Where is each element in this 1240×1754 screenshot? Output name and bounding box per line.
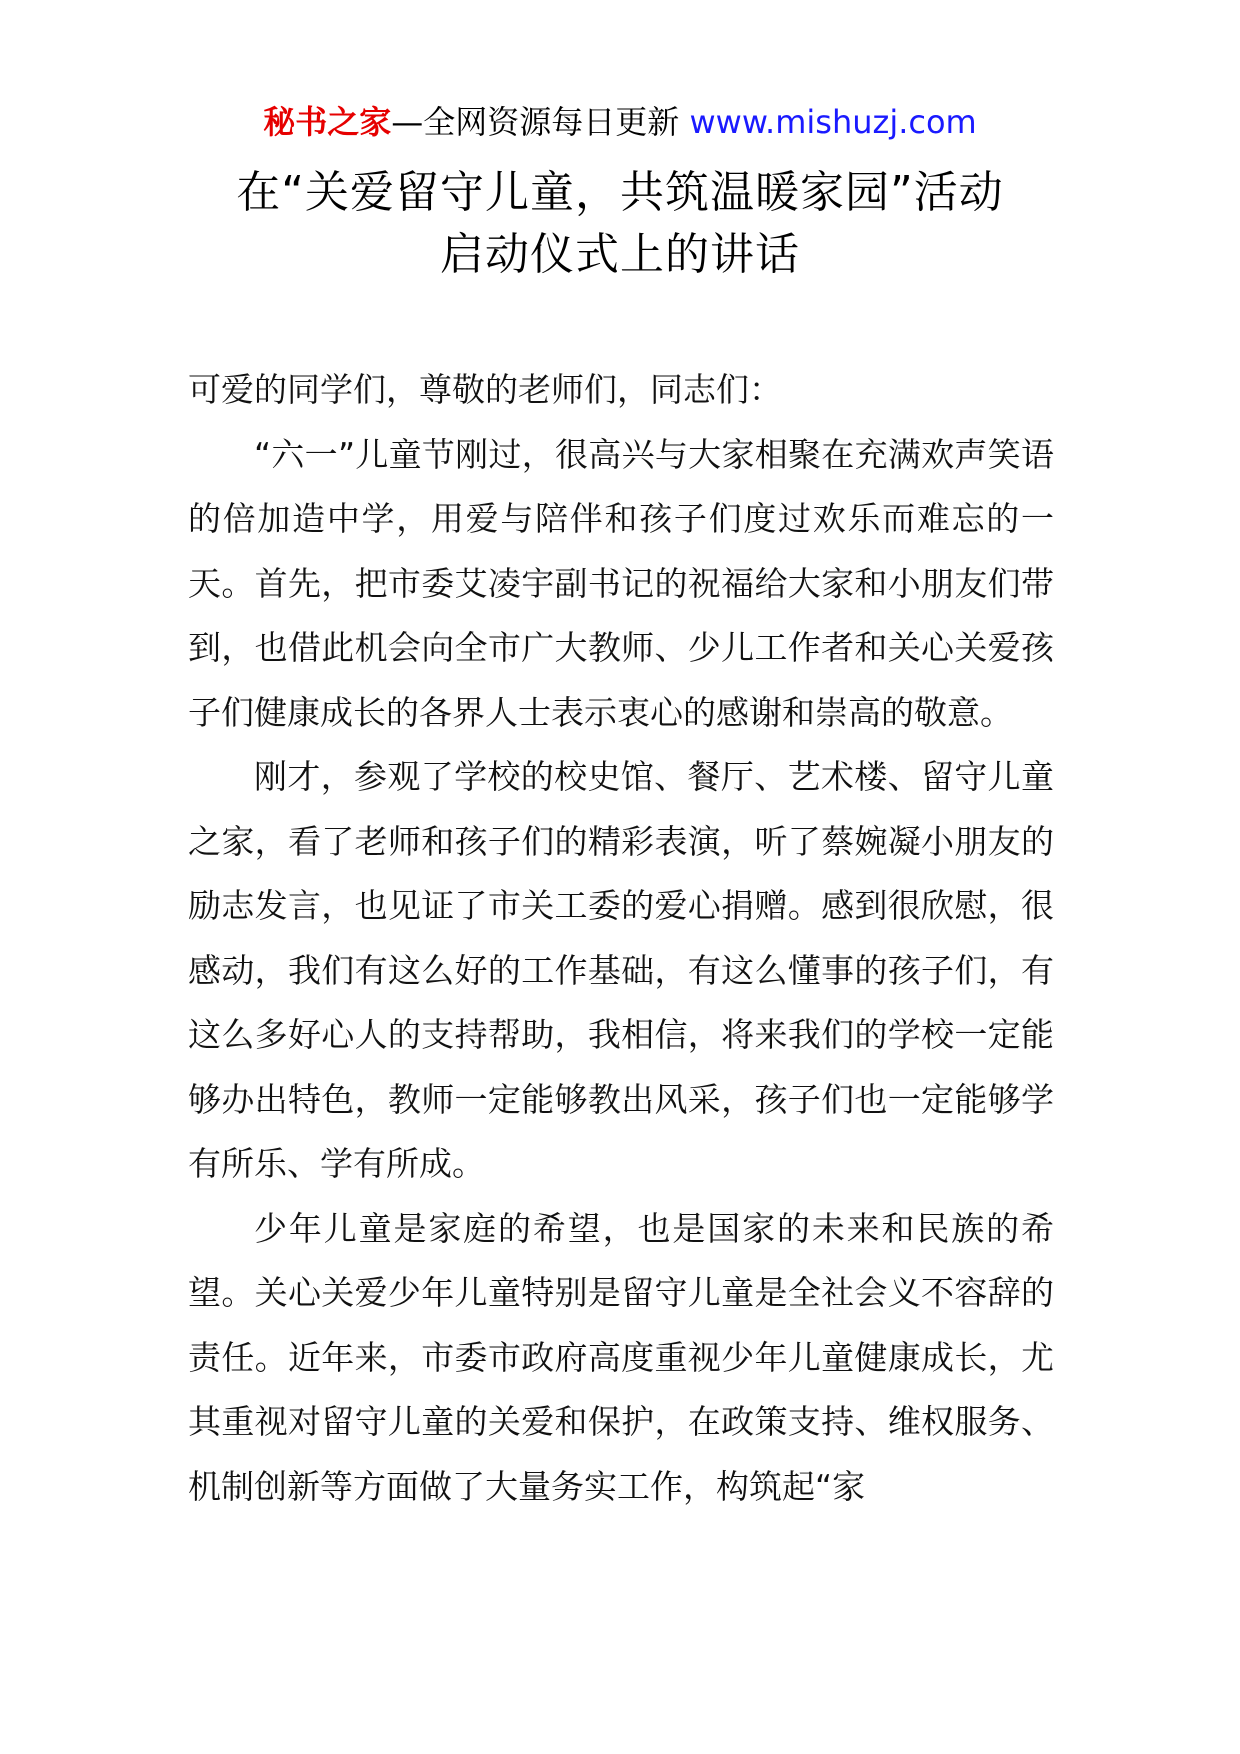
site-url-link[interactable]: www.mishuzj.com: [689, 103, 977, 141]
paragraph: 少年儿童是家庭的希望，也是国家的未来和民族的希望。关心关爱少年儿童特别是留守儿童是全社会义不容辞的责任。近年来，市委市政府高度重视少年儿童健康成长，尤其重视对留守儿童的关爱和保护，在政策支持、维权服务、机制创新等方面做了大量务实工作，构筑起“家: [188, 1208, 1054, 1506]
paragraph: 刚才，参观了学校的校史馆、餐厅、艺术楼、留守儿童之家，看了老师和孩子们的精彩表演，听了蔡婉凝小朋友的励志发言，也见证了市关工委的爱心捐赠。感到很欣慰，很感动，我们有这么好的工作基础，有这么懂事的孩子们，有这么多好心人的支持帮助，我相信，将来我们的学校一定能够办出特色，教师一定能够教出风采，孩子们也一定能够学有所乐、学有所成。: [188, 757, 1054, 1183]
title-line-2: 启动仪式上的讲话: [440, 229, 800, 280]
site-header: [0, 100, 1240, 144]
document-body: [188, 358, 1054, 1519]
salutation: 可爱的同学们，尊敬的老师们，同志们：: [188, 370, 782, 409]
brand-name: 秘书之家: [263, 103, 392, 141]
header-tagline: —全网资源每日更新: [391, 103, 680, 141]
document-title: [170, 162, 1070, 286]
paragraph: “六一”儿童节刚过，很高兴与大家相聚在充满欢声笑语的倍加造中学，用爱与陪伴和孩子们度过欢乐而难忘的一天。首先，把市委艾凌宇副书记的祝福给大家和小朋友们带到，也借此机会向全市广大教师、少儿工作者和关心关爱孩子们健康成长的各界人士表示衷心的感谢和崇高的敬意。: [188, 434, 1054, 732]
title-line-1: 在“关爱留守儿童，共筑温暖家园”活动: [236, 167, 1004, 218]
